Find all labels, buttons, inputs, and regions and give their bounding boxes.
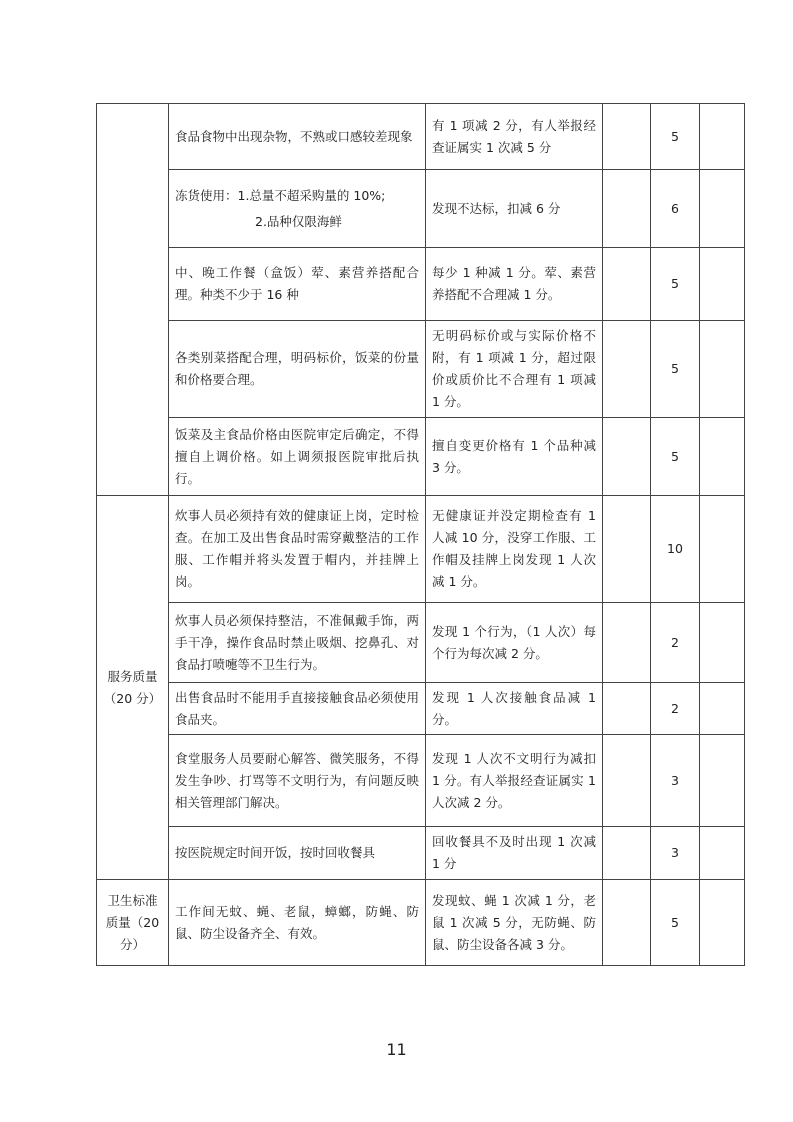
assessment-table xyxy=(96,103,745,966)
deduction-cell: 有 1 项减 2 分，有人举报经查证属实 1 次减 5 分 xyxy=(426,104,603,170)
score-cell: 5 xyxy=(651,104,700,170)
table-row xyxy=(97,735,745,827)
standard-cell: 炊事人员必须保持整洁，不准佩戴手饰，两手干净，操作食品时禁止吸烟、挖鼻孔、对食品打喷嚏等不卫生行为。 xyxy=(169,603,426,683)
table-row xyxy=(97,321,745,418)
blank-cell xyxy=(603,104,651,170)
score-cell: 5 xyxy=(651,321,700,418)
standard-cell: 食品食物中出现杂物，不熟或口感较差现象 xyxy=(169,104,426,170)
blank-cell xyxy=(603,170,651,248)
blank-cell xyxy=(603,321,651,418)
table-row xyxy=(97,496,745,603)
standard-cell: 中、晚工作餐（盒饭）荤、素营养搭配合理。种类不少于 16 种 xyxy=(169,248,426,321)
blank-cell xyxy=(700,827,745,880)
score-cell: 2 xyxy=(651,683,700,735)
deduction-cell: 每少 1 种减 1 分。荤、素营养搭配不合理减 1 分。 xyxy=(426,248,603,321)
standard-cell: 工作间无蚊、蝇、老鼠，蟑螂，防蝇、防鼠、防尘设备齐全、有效。 xyxy=(169,880,426,966)
blank-cell xyxy=(700,880,745,966)
blank-cell xyxy=(700,735,745,827)
table-row xyxy=(97,603,745,683)
blank-cell xyxy=(700,170,745,248)
deduction-cell: 无健康证并没定期检查有 1 人减 10 分，没穿工作服、工作帽及挂牌上岗发现 1 人次减 1 分。 xyxy=(426,496,603,603)
table-row xyxy=(97,418,745,496)
blank-cell xyxy=(603,603,651,683)
table-row xyxy=(97,683,745,735)
score-cell: 3 xyxy=(651,827,700,880)
standard-cell: 饭菜及主食品价格由医院审定后确定，不得擅自上调价格。如上调须报医院审批后执行。 xyxy=(169,418,426,496)
blank-cell xyxy=(700,104,745,170)
standard-cell: 食堂服务人员要耐心解答、微笑服务，不得发生争吵、打骂等不文明行为，有问题反映相关管理部门解决。 xyxy=(169,735,426,827)
score-cell: 5 xyxy=(651,880,700,966)
score-cell: 10 xyxy=(651,496,700,603)
blank-cell xyxy=(700,418,745,496)
blank-cell xyxy=(700,248,745,321)
deduction-cell: 发现不达标，扣减 6 分 xyxy=(426,170,603,248)
category-cell-service: 服务质量（20 分） xyxy=(97,496,169,880)
deduction-cell: 回收餐具不及时出现 1 次减 1 分 xyxy=(426,827,603,880)
deduction-cell: 发现 1 个行为，（1 人次）每个行为每次减 2 分。 xyxy=(426,603,603,683)
blank-cell xyxy=(603,735,651,827)
category-cell-continued xyxy=(97,104,169,496)
score-cell: 5 xyxy=(651,418,700,496)
table-row xyxy=(97,827,745,880)
deduction-cell: 发现 1 人次接触食品减 1 分。 xyxy=(426,683,603,735)
blank-cell xyxy=(700,683,745,735)
score-cell: 6 xyxy=(651,170,700,248)
blank-cell xyxy=(603,683,651,735)
table-row xyxy=(97,248,745,321)
deduction-cell: 擅自变更价格有 1 个品种减 3 分。 xyxy=(426,418,603,496)
blank-cell xyxy=(700,603,745,683)
standard-cell: 各类别菜搭配合理，明码标价，饭菜的份量和价格要合理。 xyxy=(169,321,426,418)
standard-cell xyxy=(169,170,426,248)
table-row xyxy=(97,170,745,248)
table-row xyxy=(97,880,745,966)
standard-line-1: 冻货使用：1.总量不超采购量的 10%; xyxy=(175,187,386,203)
standard-cell: 按医院规定时间开饭，按时回收餐具 xyxy=(169,827,426,880)
blank-cell xyxy=(603,880,651,966)
deduction-cell: 无明码标价或与实际价格不附，有 1 项减 1 分，超过限价或质价比不合理有 1 项减 1 分。 xyxy=(426,321,603,418)
deduction-cell: 发现蚊、蝇 1 次减 1 分，老鼠 1 次减 5 分，无防蝇、防鼠、防尘设备各减 3 分。 xyxy=(426,880,603,966)
standard-cell: 出售食品时不能用手直接接触食品必须使用食品夹。 xyxy=(169,683,426,735)
page-number: 11 xyxy=(386,1040,407,1059)
category-cell-hygiene: 卫生标准质量（20 分） xyxy=(97,880,169,966)
table-row xyxy=(97,104,745,170)
standard-cell: 炊事人员必须持有效的健康证上岗，定时检查。在加工及出售食品时需穿戴整洁的工作服、工作帽并将头发置于帽内，并挂牌上岗。 xyxy=(169,496,426,603)
blank-cell xyxy=(603,418,651,496)
blank-cell xyxy=(603,496,651,603)
blank-cell xyxy=(700,321,745,418)
deduction-cell: 发现 1 人次不文明行为减扣 1 分。有人举报经查证属实 1 人次减 2 分。 xyxy=(426,735,603,827)
score-cell: 5 xyxy=(651,248,700,321)
standard-line-2: 2.品种仅限海鲜 xyxy=(255,213,342,229)
blank-cell xyxy=(700,496,745,603)
score-cell: 3 xyxy=(651,735,700,827)
blank-cell xyxy=(603,248,651,321)
score-cell: 2 xyxy=(651,603,700,683)
blank-cell xyxy=(603,827,651,880)
